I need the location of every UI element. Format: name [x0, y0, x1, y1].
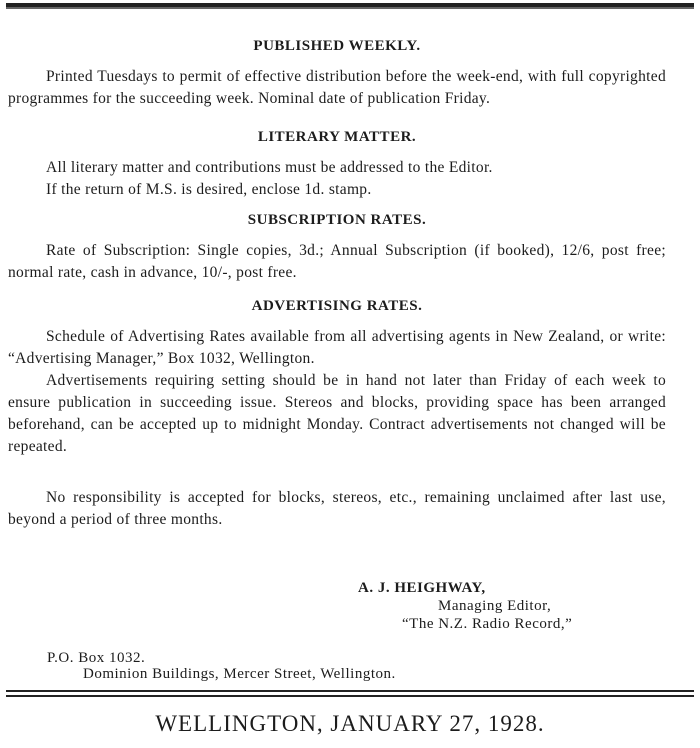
advertising-text-2: Advertisements requiring setting should be in hand not later than Friday of each week to ensure publication in succeeding issue. Stereos and blocks, providing space has been arranged beforehand, can be accepted up to midnight Monday. Contract advertisements not changed will be repeated.: [8, 372, 666, 455]
signature-title: Managing Editor,: [438, 598, 552, 614]
address-box: P.O. Box 1032.: [47, 650, 146, 666]
bottom-rule-1: [6, 690, 694, 692]
published-weekly-text: Printed Tuesdays to permit of effective distribution before the week-end, with full copyrighted programmes for the succeeding week. Nominal date of publication Friday.: [8, 68, 666, 107]
responsibility-text: No responsibility is accepted for blocks, stereos, etc., remaining unclaimed after last use, beyond a period of three months.: [8, 489, 666, 528]
heading-published-weekly: PUBLISHED WEEKLY.: [253, 38, 421, 54]
advertising-text-1: Schedule of Advertising Rates available from all advertising agents in New Zealand, or write: “Advertising Manager,” Box 1032, Wellington.: [8, 328, 666, 367]
literary-line-2: If the return of M.S. is desired, enclose 1d. stamp.: [46, 181, 372, 198]
dateline: WELLINGTON, JANUARY 27, 1928.: [155, 711, 545, 736]
subscription-text: Rate of Subscription: Single copies, 3d.; Annual Subscription (if booked), 12/6, post free; normal rate, cash in advance, 10/-, post free.: [8, 242, 666, 281]
signature-name: A. J. HEIGHWAY,: [358, 580, 486, 596]
heading-subscription-rates: SUBSCRIPTION RATES.: [247, 212, 427, 228]
heading-literary-matter: LITERARY MATTER.: [257, 129, 417, 145]
notice-body: [8, 36, 666, 531]
top-rule: [6, 3, 694, 9]
signature-publication: “The N.Z. Radio Record,”: [402, 616, 573, 632]
bottom-rule-2: [6, 695, 694, 697]
address-street: Dominion Buildings, Mercer Street, Wellington.: [83, 666, 396, 682]
literary-line-1: All literary matter and contributions must be addressed to the Editor.: [46, 159, 493, 176]
heading-advertising-rates: ADVERTISING RATES.: [251, 298, 423, 314]
